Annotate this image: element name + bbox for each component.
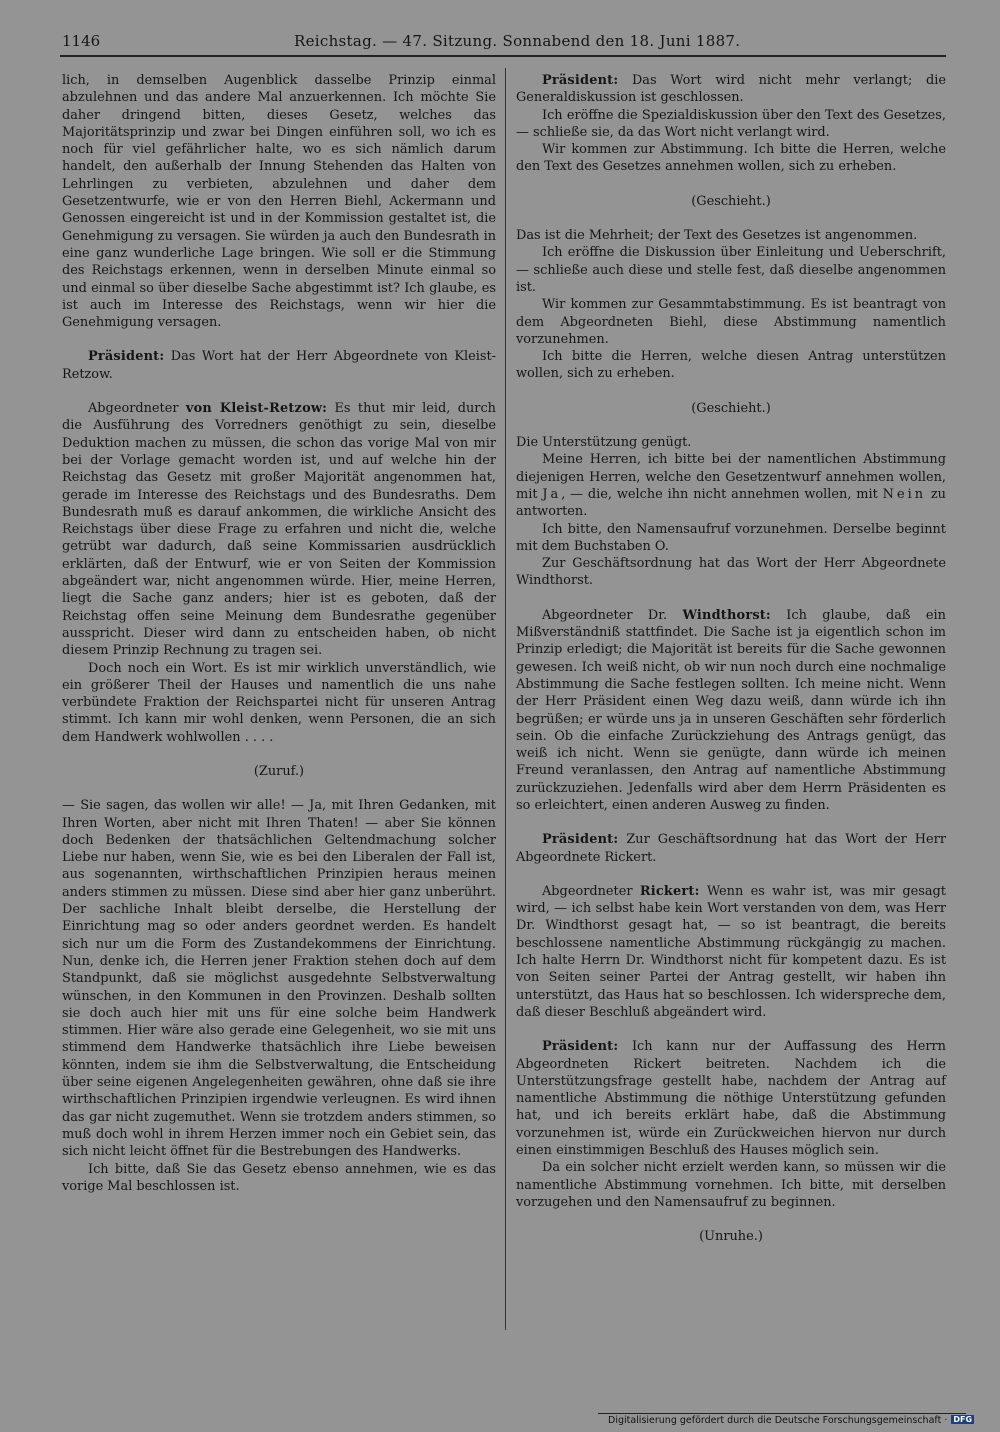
speaker-name: Präsident:: [542, 73, 619, 88]
speaker-prefix: Abgeordneter: [542, 883, 633, 899]
page-number: 1146: [62, 32, 101, 50]
paragraph: [62, 348, 496, 383]
interjection: (Unruhe.): [699, 1229, 763, 1245]
paragraph: Wir kommen zur Abstimmung. Ich bitte die Herren, welche den Text des Gesetzes annehmen wollen, sich zu erheben.: [516, 142, 946, 175]
paragraph: Ich bitte, daß Sie das Gesetz ebenso annehmen, wie es das vorige Mal beschlossen ist.: [62, 1161, 496, 1194]
speaker-name: Präsident:: [88, 349, 165, 365]
speaker-name: Rickert:: [639, 883, 700, 899]
paragraph: Ich bitte die Herren, welche diesen Antrag unterstützen wollen, sich zu erheben.: [516, 349, 946, 382]
speech-text: Zur Geschäftsordnung hat das Wort der Herr Abgeordnete Rickert.: [516, 832, 946, 865]
footer-credit: [608, 1415, 974, 1426]
paragraph: — Sie sagen, das wollen wir alle! — Ja, mit Ihren Gedanken, mit Ihren Worten, aber nicht mit Ihren Thaten! — aber Sie können doch Bedenken der thatsächlichen Geltendmachung solcher Liebe nur haben, wenn Sie, wie es bei den Liberalen der Fall ist, aus sogenannten, wirthschaftlichen Prinzipien heraus meinen anders stimmen zu müssen. Diese sind aber hier ganz unberührt. Der sachliche Inhalt bleibt derselbe, die Herstellung der Einrichtung mag so oder anders geordnet werden. Es handelt sich nur um die Form des Zustandekommens der Einrichtung. Nun, denke ich, die Herren jener Fraktion stehen doch auf dem Standpunkt, daß sie möglichst ausgedehnte Selbstverwaltung wünschen, in den Kommunen in den Provinzen. Deshalb sollten sie doch auch hier mit uns für eine solche beim Handwerk stimmen. Hier wäre also gerade eine Gelegenheit, wo sie mit uns stimmend dem Handwerke thatsächlich ihre Liebe beweisen könnten, indem sie ihm die Selbstverwaltung, die Entscheidung über seine eigenen Angelegenheiten gewähren, ohne daß sie ihre wirthschaftlichen Prinzipien irgendwie verleugnen. Es wird ihnen das gar nicht zugemuthet. Wenn sie trotzdem anders stimmen, so muß doch wohl in ihrem Herzen immer noch ein Gebiet sein, das sich nicht leicht öffnet für die Bestrebungen des Handwerks.: [62, 798, 496, 1160]
speech-text: Das Wort wird nicht mehr verlangt; die Generaldiskussion ist geschlossen.: [516, 73, 946, 106]
vote-no: Nein: [882, 486, 927, 502]
paragraph: [62, 400, 496, 659]
paragraph: Zur Geschäftsordnung hat das Wort der Herr Abgeordnete Windthorst.: [516, 556, 946, 589]
paragraph: lich, in demselben Augenblick dasselbe Prinzip einmal abzulehnen und das andere Mal anzuerkennen. Ich möchte Sie daher dringend bitten, dieses Gesetz, welches das Majoritätsprinzip und zwar bei Dingen einführen soll, wo ich es noch für viel gefährlicher halte, wo es sich nämlich darum handelt, den außerhalb der Innung Stehenden das Halten von Lehrlingen zu verbieten, abzulehnen und daher dem Gesetzentwurfe, wie er von den Herren Biehl, Ackermann und Genossen eingereicht ist und in der Kommission gestaltet ist, die Genehmigung zu versagen. Sie würden ja auch den Bundesrath in eine ganz wunderliche Lage bringen. Wie soll er die Stimmung des Reichstags erkennen, wenn in derselben Minute einmal so und einmal so über dieselbe Sache abgestimmt ist? Ich glaube, es ist auch im Interesse des Reichstags, wenn wir hier die Genehmigung versagen.: [62, 73, 496, 331]
page-header: [62, 30, 940, 56]
paragraph: Doch noch ein Wort. Es ist mir wirklich unverständlich, wie ein größerer Theil der Hauses und namentlich die uns nahe verbündete Fraktion der Reichspartei nicht für unseren Antrag stimmt. Ich kann mir wohl denken, wenn Personen, die an sich dem Handwerk wohlwollen . . . .: [62, 660, 496, 745]
footer-rule: [598, 1413, 966, 1414]
speech-text: zu antworten.: [516, 486, 946, 520]
interjection: (Zuruf.): [253, 763, 305, 779]
speech-text: Ich glaube, daß ein Mißverständniß stattfindet. Die Sache ist ja eigentlich schon im Prinzip erledigt; die Majorität ist bereits für die Sache gewonnen gewesen. Ich weiß nicht, ob wir nun noch durch eine nochmalige Abstimmung die Sache festlegen sollten. Ich meine nicht. Wenn der Herr Präsident einen Weg dazu weiß, dann würde ich ihn begrüßen; er würde uns ja in unseren Geschäften sehr förderlich sein. Ob die einfache Zurückziehung des Antrags genügt, das weiß ich nicht. Wenn sie genügte, dann würde ich meinen Freund veranlassen, den Antrag auf namentliche Abstimmung zurückzuziehen. Jedenfalls wird aber dem Herrn Präsidenten es so erleichtert, einen anderen Ausweg zu finden.: [516, 607, 946, 813]
speaker-prefix: Abgeordneter Dr.: [542, 607, 668, 623]
paragraph: [516, 72, 946, 107]
speech-text: Das Wort hat der Herr Abgeordnete von Kleist-Retzow.: [62, 349, 496, 382]
header-rule: [60, 55, 946, 57]
dfg-logo: DFG: [953, 1415, 973, 1424]
speaker-name: Präsident:: [542, 1039, 619, 1055]
footer-text: Digitalisierung gefördert durch die Deutsche Forschungsgemeinschaft ·: [608, 1415, 948, 1426]
paragraph: [516, 607, 946, 815]
paragraph: Ich eröffne die Diskussion über Einleitung und Ueberschrift, — schließe auch diese und stelle fest, daß dieselbe angenommen ist.: [516, 245, 946, 295]
speech-text: , — die, welche ihn nicht annehmen wollen, mit: [561, 486, 878, 502]
interjection: (Geschieht.): [691, 400, 771, 416]
paragraph: [516, 1038, 946, 1159]
right-column: [516, 72, 946, 1246]
paragraph: Wir kommen zur Gesammtabstimmung. Es ist beantragt von dem Abgeordneten Biehl, diese Abstimmung namentlich vorzunehmen.: [516, 297, 946, 347]
column-divider: [505, 68, 506, 1330]
speech-text: Ich kann nur der Auffassung des Herrn Abgeordneten Rickert beitreten. Nachdem ich die Unterstützungsfrage gestellt habe, nachdem der Antrag auf namentliche Abstimmung die nöthige Unterstützung gefunden hat, und ich bereits erklärt habe, daß die Abstimmung vorzunehmen ist, würde ein Zurückweichen hiervon nur durch einen einstimmigen Beschluß des Hauses möglich sein.: [516, 1039, 946, 1159]
speech-text: Wenn es wahr ist, was mir gesagt wird, — ich selbst habe kein Wort verstanden von dem, was Herr Dr. Windthorst gesagt hat, — so ist beantragt, die bereits beschlossene namentliche Abstimmung rückgängig zu machen. Ich halte Herrn Dr. Windthorst nicht für kompetent dazu. Es ist von Seiten seiner Partei der Antrag gestellt, wir haben ihn unterstützt, das Haus hat so beschlossen. Ich widerspreche dem, daß dieser Beschluß abgeändert wird.: [516, 883, 946, 1020]
speaker-prefix: Abgeordneter: [88, 401, 179, 417]
speech-text: Es thut mir leid, durch die Ausführung des Vorredners genöthigt zu sein, dieselbe Deduktion machen zu müssen, die schon das vorige Mal von mir bei der Vorlage gemacht worden ist, und auf welche hin der Reichstag das Gesetz mit großer Majorität angenommen hat, gerade im Interesse des Reichstags und des Bundesraths. Dem Bundesrath muß es darauf ankommen, die wirkliche Ansicht des Reichstags über diese Frage zu erfahren und nicht die, welche getrübt war dadurch, daß seine Kommissarien ausdrücklich erklärten, daß der Entwurf, wie er von Seiten der Kommission abgeändert war, nicht angenommen würde. Hier, meine Herren, liegt die Sache ganz anders; hier ist es geboten, daß der Reichstag offen seine Meinung dem Bundesrathe gegenüber ausspricht. Dieser wird dann zu entscheiden haben, ob nicht diesem Prinzip Rechnung zu tragen sei.: [62, 401, 496, 659]
speaker-name: Windthorst:: [682, 607, 771, 623]
running-title: Reichstag. — 47. Sitzung. Sonnabend den 18. Juni 1887.: [294, 32, 741, 50]
paragraph: [516, 883, 946, 1021]
speech-text: Meine Herren, ich bitte bei der namentlichen Abstimmung diejenigen Herren, welche den Gesetzentwurf annehmen wollen, mit: [516, 452, 946, 502]
paragraph: [516, 831, 946, 866]
interjection: (Geschieht.): [691, 193, 771, 209]
paragraph: Ich eröffne die Spezialdiskussion über den Text des Gesetzes, — schließe sie, da das Wort nicht verlangt wird.: [516, 107, 946, 140]
speaker-name: Präsident:: [542, 832, 619, 848]
left-column: [62, 72, 496, 1195]
paragraph: Das ist die Mehrheit; der Text des Gesetzes ist angenommen.: [516, 228, 918, 244]
paragraph: [516, 451, 946, 520]
paragraph: Ich bitte, den Namensaufruf vorzunehmen. Derselbe beginnt mit dem Buchstaben O.: [516, 521, 946, 554]
vote-yes: Ja: [542, 486, 562, 502]
paragraph: Die Unterstützung genügt.: [516, 435, 692, 451]
speaker-name: von Kleist-Retzow:: [185, 401, 328, 417]
paragraph: Da ein solcher nicht erzielt werden kann, so müssen wir die namentliche Abstimmung vornehmen. Ich bitte, mit derselben vorzugehen und den Namensaufruf zu beginnen.: [516, 1160, 946, 1210]
